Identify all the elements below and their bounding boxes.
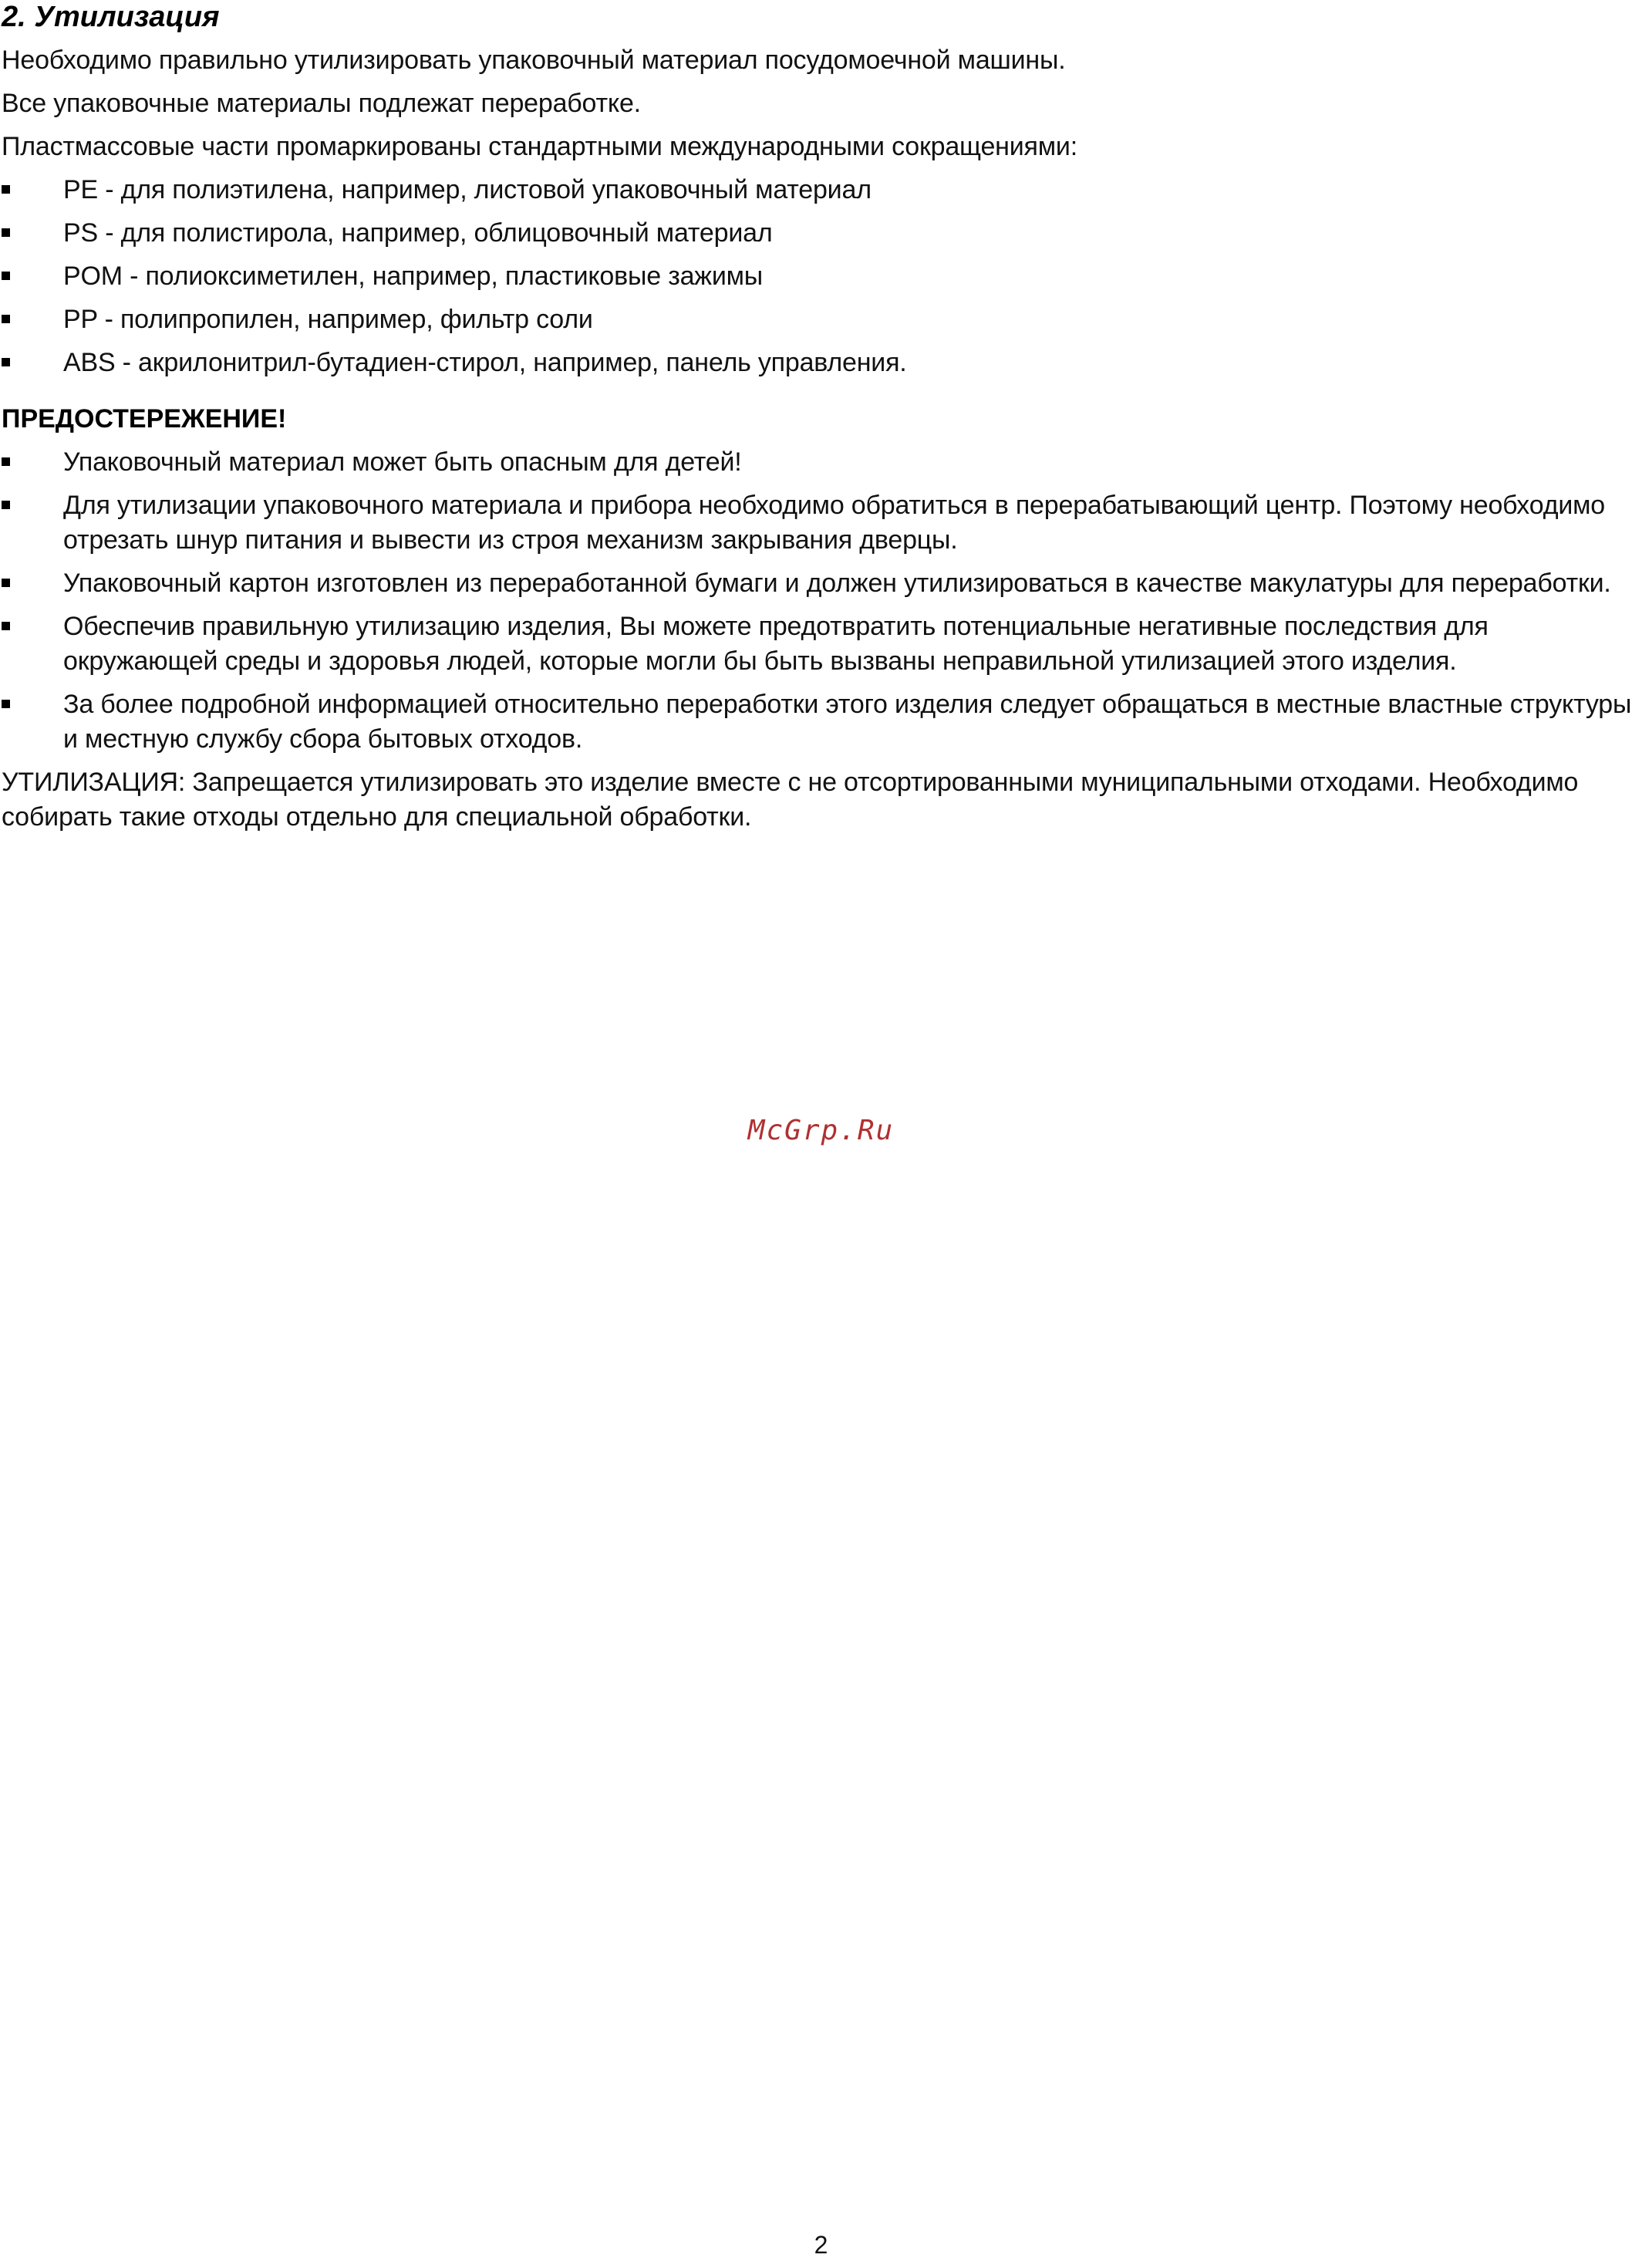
- page-number: 2: [814, 2231, 828, 2259]
- list-item: [2, 259, 1640, 294]
- watermark-link[interactable]: McGrp.Ru: [747, 1115, 895, 1146]
- list-item: [2, 566, 1640, 601]
- list-item-text: POM - полиоксиметилен, например, пластиковые зажимы: [63, 262, 764, 291]
- square-bullet-icon: [2, 579, 10, 587]
- warning-title: ПРЕДОСТЕРЕЖЕНИЕ!: [2, 404, 287, 434]
- list-item: [2, 445, 1640, 480]
- square-bullet-icon: [2, 228, 10, 237]
- square-bullet-icon: [2, 358, 10, 366]
- disposal-note: УТИЛИЗАЦИЯ: Запрещается утилизировать это изделие вместе с не отсортированными муниципальными отходами. Необходимо собирать такие отходы отдельно для специальной обработки.: [2, 768, 1579, 832]
- intro-paragraph-2: Все упаковочные материалы подлежат переработке.: [2, 89, 641, 118]
- list-item: [2, 488, 1640, 558]
- warning-list: [2, 445, 1640, 757]
- intro-paragraph-3: Пластмассовые части промаркированы стандартными международными сокращениями:: [2, 132, 1077, 161]
- page-content: [2, 0, 1640, 835]
- square-bullet-icon: [2, 272, 10, 280]
- square-bullet-icon: [2, 315, 10, 323]
- list-item: [2, 687, 1640, 757]
- plastics-list: [2, 173, 1640, 380]
- square-bullet-icon: [2, 457, 10, 466]
- square-bullet-icon: [2, 622, 10, 630]
- list-item-text: За более подробной информацией относительно переработки этого изделия следует обращаться в местные властные структуры и местную службу сбора бытовых отходов.: [63, 690, 1632, 754]
- list-item-text: PP - полипропилен, например, фильтр соли: [63, 305, 593, 334]
- list-item-text: Для утилизации упаковочного материала и прибора необходимо обратиться в перерабатывающий центр. Поэтому необходимо отрезать шнур питания и вывести из строя механизм закрывания дверцы.: [63, 491, 1606, 555]
- intro-paragraph-1: Необходимо правильно утилизировать упаковочный материал посудомоечной машины.: [2, 46, 1066, 75]
- list-item: [2, 609, 1640, 679]
- list-item-text: PE - для полиэтилена, например, листовой упаковочный материал: [63, 175, 872, 204]
- list-item-text: Упаковочный материал может быть опасным для детей!: [63, 447, 742, 477]
- list-item-text: Обеспечив правильную утилизацию изделия, Вы можете предотвратить потенциальные негативные последствия для окружающей среды и здоровья людей, которые могли бы быть вызваны неправильной утилизацией этого изделия.: [63, 612, 1489, 676]
- list-item: [2, 346, 1640, 380]
- section-heading: 2. Утилизация: [2, 1, 220, 33]
- square-bullet-icon: [2, 501, 10, 509]
- list-item: [2, 173, 1640, 208]
- square-bullet-icon: [2, 700, 10, 708]
- list-item-text: PS - для полистирола, например, облицовочный материал: [63, 218, 773, 248]
- list-item-text: ABS - акрилонитрил-бутадиен-стирол, например, панель управления.: [63, 348, 907, 377]
- list-item-text: Упаковочный картон изготовлен из переработанной бумаги и должен утилизироваться в качестве макулатуры для переработки.: [63, 569, 1611, 598]
- list-item: [2, 302, 1640, 337]
- list-item: [2, 216, 1640, 251]
- square-bullet-icon: [2, 185, 10, 194]
